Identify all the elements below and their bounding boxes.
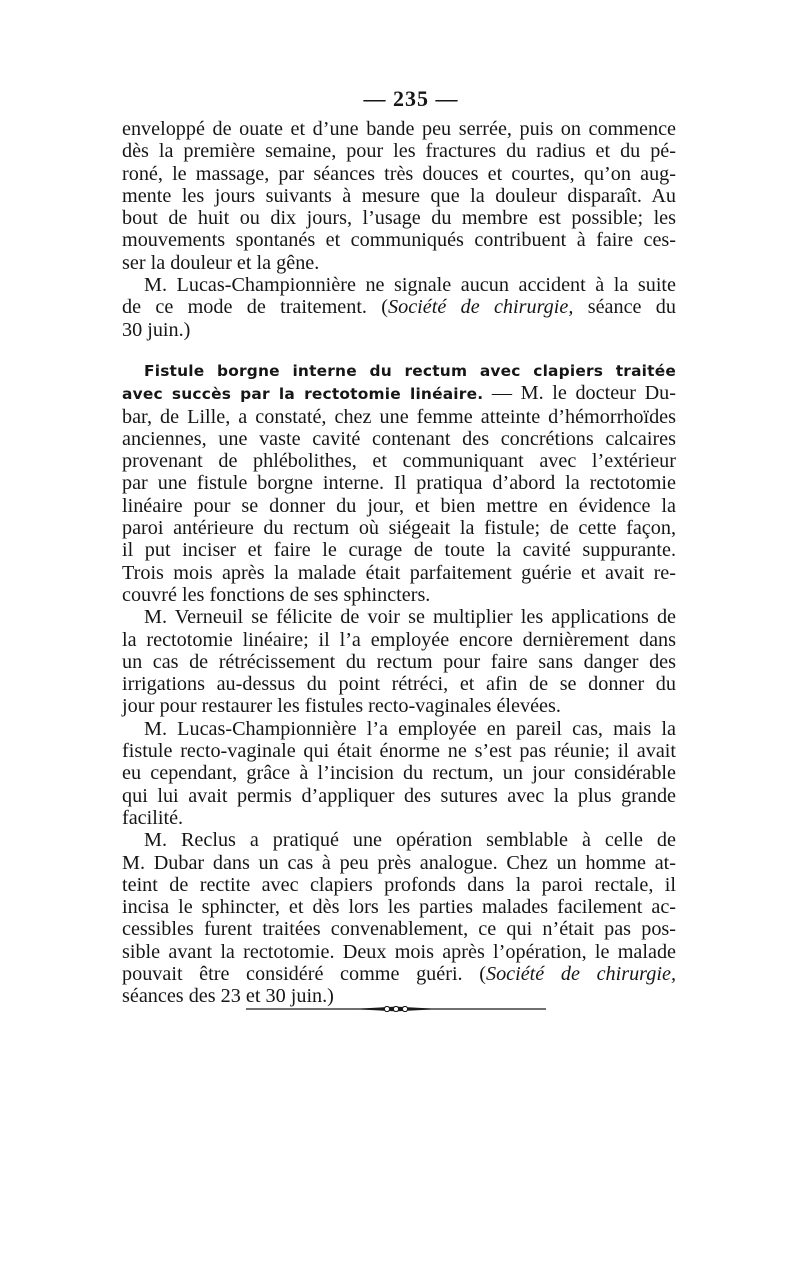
text-line: mente les jours suivants à mesure que la douleur disparaît. Au [122,184,676,207]
text-line: M. Dubar dans un cas à peu près analogue. Chez un homme at- [122,851,676,874]
text-line: sible avant la rectotomie. Deux mois après l’opération, le malade [122,940,676,963]
text-line: qui lui avait permis d’appliquer des sutures avec la plus grande [122,784,676,807]
page-number: — 235 — [363,86,459,111]
section-gap [122,341,676,359]
text-line: la rectotomie linéaire; il l’a employée encore dernièrement dans [122,628,676,651]
text-line [122,382,676,405]
section-heading: avec succès par la rectotomie linéaire. [122,385,484,404]
paragraph-lucas-championniere-2 [122,718,676,829]
text-line: fistule recto-vaginale qui était énorme ne s’est pas réunie; il avait [122,740,676,763]
book-page [122,86,676,1008]
text-line: enveloppé de ouate et d’une bande peu serrée, puis on commence [122,118,676,140]
paragraph-fistule [122,359,676,606]
text-line: séances des 23 et 30 juin.) [122,985,334,1008]
paragraph-massage [122,118,676,274]
text-line [122,963,676,985]
text-line: jour pour restaurer les fistules recto-vaginales élevées. [122,695,561,718]
text-line: teint de rectite avec clapiers profonds dans la paroi rectale, il [122,873,676,896]
ornament-rule-icon [246,1006,546,1012]
text-line: M. Lucas-Championnière ne signale aucun accident à la suite [144,274,676,297]
text-line: facilité. [122,806,184,829]
text-line: linéaire pour se donner du jour, et bien mettre en évidence la [122,494,676,517]
text-run: — M. le docteur Du- [483,382,677,405]
text-line: mouvements spontanés et communiqués contribuent à faire ces- [122,229,676,252]
text-line: ser la douleur et la gêne. [122,251,320,274]
paragraph-reclus [122,829,676,1007]
text-line: provenant de phlébolithes, et communiquant avec l’extérieur [122,450,676,473]
paragraph-verneuil [122,606,676,717]
section-heading-line [122,359,676,382]
text-run: pouvait être considéré comme guéri. ( [122,962,486,985]
text-line: paroi antérieure du rectum où siégeait la fistule; de cette façon, [122,517,676,540]
text-line: dès la première semaine, pour les fractures du radius et du pé- [122,140,676,163]
text-line: 30 juin.) [122,318,191,341]
paragraph-lucas-championniere-1 [122,274,676,341]
text-line: incisa le sphincter, et dès lors les parties malades facilement ac- [122,896,676,919]
citation-italic: Société de chirurgie, [388,296,574,319]
citation-italic: Société de chirurgie, [485,962,676,985]
text-line: il put inciser et faire le curage de toute la cavité suppurante. [122,539,676,562]
text-line: bar, de Lille, a constaté, chez une femme atteinte d’hémorrhoïdes [122,405,676,428]
text-line: irrigations au-dessus du point rétréci, et afin de se donner du [122,673,676,696]
text-line: par une fistule borgne interne. Il pratiqua d’abord la rectotomie [122,472,676,495]
text-line: roné, le massage, par séances très douces et courtes, qu’on aug- [122,162,676,185]
text-line: couvré les fonctions de ses sphincters. [122,583,431,606]
section-heading: Fistule borgne interne du rectum avec clapiers traitée [144,361,676,380]
text-line: bout de huit ou dix jours, l’usage du membre est possible; les [122,207,676,230]
text-line [122,296,676,318]
text-line: M. Lucas-Championnière l’a employée en pareil cas, mais la [144,717,676,740]
text-line: Trois mois après la malade était parfaitement guérie et avait re- [122,561,676,584]
text-run: séance du [573,296,676,319]
text-line: eu cependant, grâce à l’incision du rectum, un jour considérable [122,762,676,785]
text-run: de ce mode de traitement. ( [122,296,389,319]
text-line: M. Reclus a pratiqué une opération semblable à celle de [144,829,676,852]
text-line: M. Verneuil se félicite de voir se multiplier les applications de [144,606,676,629]
text-line: anciennes, une vaste cavité contenant des concrétions calcaires [122,427,676,450]
text-line: un cas de rétrécissement du rectum pour faire sans danger des [122,650,676,673]
text-line: cessibles furent traitées convenablement, ce qui n’était pas pos- [122,918,676,941]
